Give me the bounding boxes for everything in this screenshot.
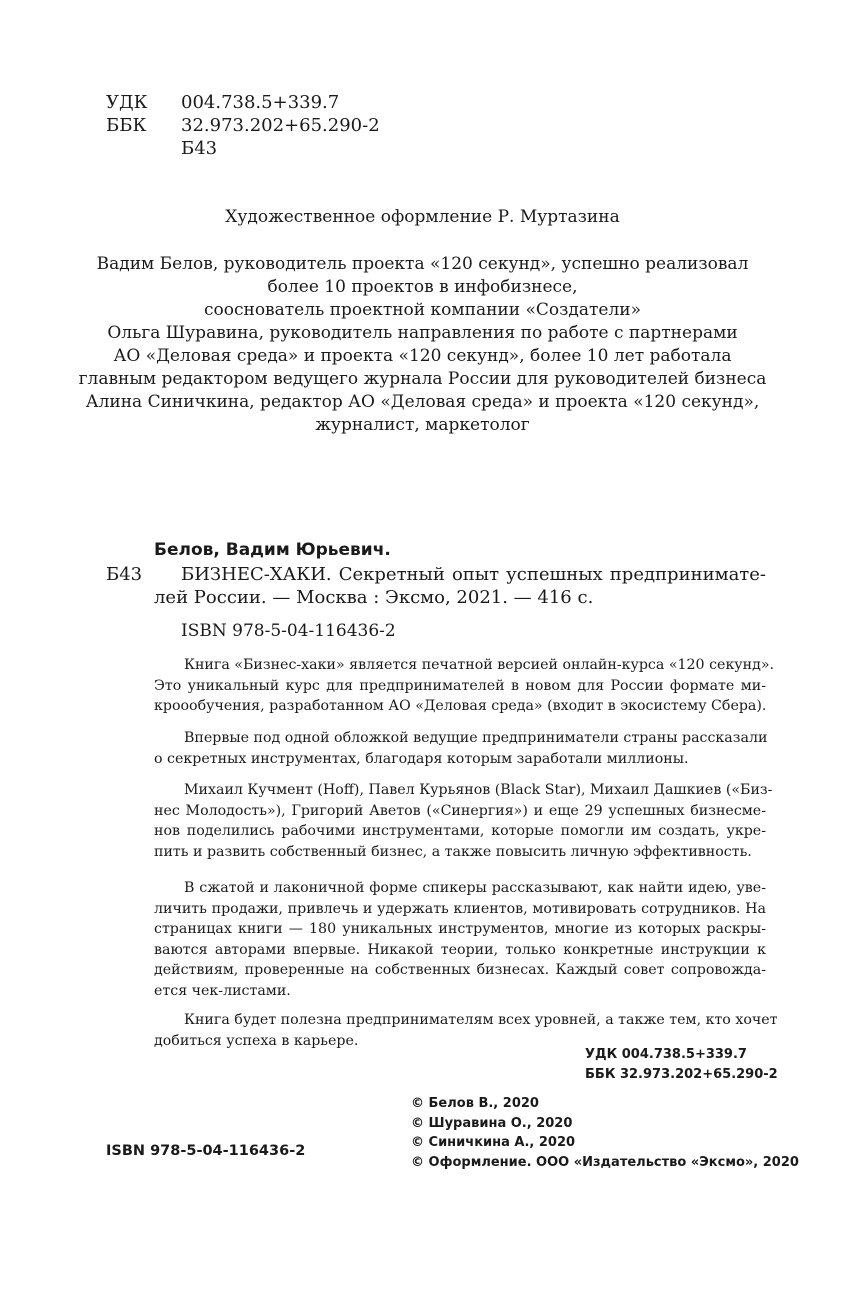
annotation-line: ваются авторами впервые. Никакой теории, только конкретные инструкции к [154, 941, 766, 958]
annotation-paragraph-4 [154, 878, 766, 1001]
annotation-line: пить и развить собственный бизнес, а также повысить личную эффективность. [154, 843, 752, 860]
bottom-bbk: ББК 32.973.202+65.290-2 [585, 1067, 778, 1082]
credit-line: главным редактором ведущего журнала России для руководителей бизнеса [78, 369, 767, 389]
catalog-isbn: ISBN 978-5-04-116436-2 [181, 621, 396, 641]
catalog-mark: Б43 [106, 564, 143, 585]
credit-line: АО «Деловая среда» и проекта «120 секунд», более 10 лет работала [113, 346, 732, 366]
credit-line: более 10 проектов в инфобизнесе, [267, 277, 578, 297]
annotation-line: о секретных инструментах, благодаря которым заработали миллионы. [154, 750, 689, 767]
copyright-line: © Шуравина О., 2020 [411, 1115, 573, 1131]
catalog-title-line2: лей России. — Москва : Эксмо, 2021. — 416 с. [154, 587, 594, 608]
credit-line: журналист, маркетолог [315, 415, 530, 435]
annotation-line: Книга «Бизнес-хаки» является печатной версией онлайн-курса «120 секунд». [184, 657, 775, 673]
isbn-bottom: ISBN 978-5-04-116436-2 [106, 1143, 306, 1159]
copyright-line: © Оформление. ООО «Издательство «Эксмо», 2020 [411, 1154, 799, 1170]
annotation-line: нов поделились рабочими инструментами, которые помогли им создать, укре- [154, 823, 766, 839]
annotation-line: личить продажи, привлечь и удержать клиентов, мотивировать сотрудников. На [154, 900, 766, 917]
annotation-line: страницах книги — 180 уникальных инструментов, многие из которых раскры- [154, 921, 766, 937]
credit-line: Алина Синичкина, редактор АО «Деловая среда» и проекта «120 секунд», [85, 392, 760, 412]
annotation-line: добиться успеха в карьере. [154, 1032, 359, 1049]
udk-label: УДК [106, 92, 148, 113]
authors-credits [0, 253, 845, 437]
bottom-udk: УДК 004.738.5+339.7 [585, 1047, 747, 1062]
annotation-line: действиям, проверенные на собственных бизнесах. Каждый совет сопровожда- [154, 962, 766, 978]
annotation-paragraph-1 [154, 655, 775, 717]
credit-line: сооснователь проектной компании «Создатели» [203, 300, 641, 320]
copyright-line: © Синичкина А., 2020 [411, 1135, 576, 1150]
catalog-author-heading: Белов, Вадим Юрьевич. [154, 540, 391, 560]
bbk-value: 32.973.202+65.290-2 [181, 115, 380, 136]
copyright-block [411, 1094, 799, 1172]
copyright-line: © Белов В., 2020 [411, 1096, 539, 1111]
annotation-line: Михаил Кучмент (Hoff), Павел Курьянов (Black Star), Михаил Дашкиев («Биз- [184, 782, 773, 798]
annotation-line: Впервые под одной обложкой ведущие предприниматели страны рассказали [184, 730, 768, 746]
annotation-line: В сжатой и лаконичной форме спикеры рассказывают, как найти идею, уве- [184, 880, 766, 896]
annotation-paragraph-3 [154, 780, 773, 862]
art-design-credit: Художественное оформление Р. Муртазина [225, 207, 620, 227]
annotation-line: Книга будет полезна предпринимателям всех уровней, а также тем, кто хочет [184, 1012, 778, 1028]
author-mark: Б43 [181, 138, 218, 159]
annotation-line: нес Молодость»), Григорий Аветов («Синергия») и еще 29 успешных бизнесме- [154, 802, 766, 819]
bbk-label: ББК [106, 115, 147, 136]
annotation-line: кроообучения, разработанном АО «Деловая среда» (входит в экосистему Сбера). [154, 698, 767, 714]
credit-line: Вадим Белов, руководитель проекта «120 секунд», успешно реализовал [96, 254, 749, 274]
credit-line: Ольга Шуравина, руководитель направления по работе с партнерами [107, 323, 738, 343]
annotation-line: ется чек-листами. [154, 982, 291, 999]
bottom-codes [585, 1045, 778, 1085]
annotation-line: Это уникальный курс для предпринимателей в новом для России формате ми- [154, 677, 766, 694]
udk-value: 004.738.5+339.7 [181, 92, 340, 113]
catalog-title-line1: БИЗНЕС-ХАКИ. Секретный опыт успешных предпринимате- [181, 564, 766, 585]
annotation-paragraph-2 [154, 728, 766, 769]
